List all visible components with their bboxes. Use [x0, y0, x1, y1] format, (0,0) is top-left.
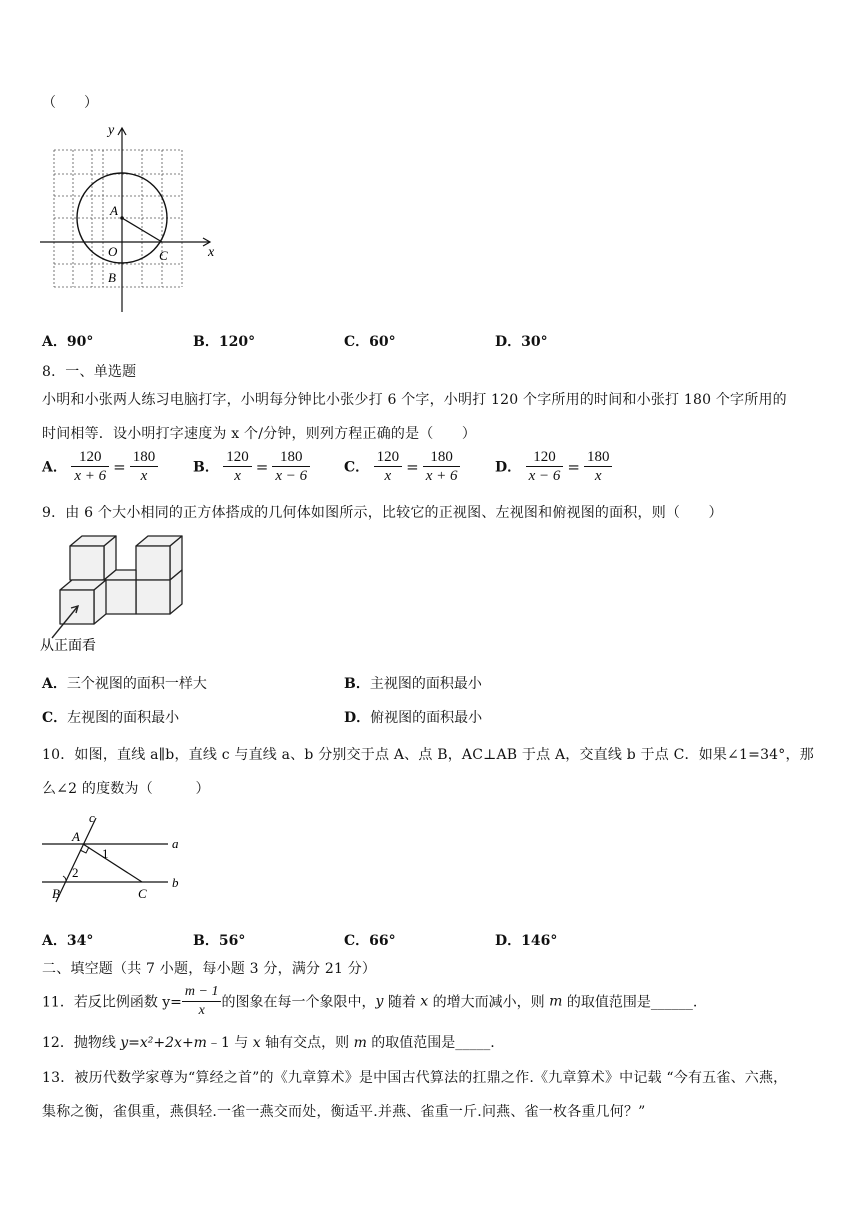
q8-option-a[interactable]: A． $\frac{120}{x + 6}$ = $\frac{180}{x}$	[42, 448, 158, 485]
q8-stem-line1: 小明和小张两人练习电脑打字，小明每分钟比小张少打 6 个字，小明打 120 个字所用的时间和小张打 180 个字所用的	[42, 392, 787, 408]
q7-point-a-label: A	[110, 203, 118, 218]
section2-heading: 二、填空题（共 7 小题，每小题 3 分，满分 21 分）	[42, 961, 377, 977]
q8-stem-line2: 时间相等．设小明打字速度为 x 个/分钟，则列方程正确的是（ ）	[42, 426, 477, 442]
q9-option-d[interactable]: D．俯视图的面积最小	[344, 710, 483, 726]
q10-option-d[interactable]: D．146°	[495, 933, 558, 949]
q10-option-a[interactable]: A．34°	[42, 933, 94, 949]
q10-point-a: A	[72, 829, 80, 844]
q13-stem-line1: 13．被历代数学家尊为“算经之首”的《九章算术》是中国古代算法的扛鼎之作.《九章算术》中记载 “今有五雀、六燕，	[42, 1070, 788, 1086]
q10-label-c: c	[89, 810, 95, 825]
q7-option-a[interactable]: A．90°	[42, 334, 94, 350]
q10-option-b[interactable]: B．56°	[193, 933, 246, 949]
q10-label-b: b	[172, 875, 179, 890]
q10-point-b: B	[52, 886, 60, 901]
q7-option-b[interactable]: B．120°	[193, 334, 256, 350]
q13-stem-line2: 集称之衡，雀俱重，燕俱轻.一雀一燕交而处，衡适平.并燕、雀重一斤.问燕、雀一枚各重几何？”	[42, 1104, 646, 1120]
q10-angle-1: 1	[102, 846, 109, 861]
q8-option-d[interactable]: D． $\frac{120}{x - 6}$ = $\frac{180}{x}$	[495, 448, 612, 485]
q10-angle-2: 2	[72, 865, 79, 880]
q9-option-b[interactable]: B．主视图的面积最小	[344, 676, 482, 692]
q7-point-o-label: O	[108, 244, 118, 259]
q8-heading: 8．一、单选题	[42, 364, 137, 380]
q8-option-b[interactable]: B． $\frac{120}{x}$ = $\frac{180}{x - 6}$	[193, 448, 310, 485]
q9-option-a[interactable]: A．三个视图的面积一样大	[42, 676, 207, 692]
q7-option-d[interactable]: D．30°	[495, 334, 548, 350]
q10-parallel-lines-figure	[38, 810, 198, 904]
q7-axis-x-label: x	[208, 245, 215, 260]
q12-stem: 12．抛物线 y=x²+2x+m﹣1 与 x 轴有交点，则 m 的取值范围是_____.	[42, 1035, 495, 1051]
q7-point-c-label: C	[159, 248, 168, 263]
q9-stem: 9．由 6 个大小相同的正方体搭成的几何体如图所示，比较它的正视图、左视图和俯视图的面积，则（ ）	[42, 505, 723, 521]
q9-cubes-figure	[38, 532, 190, 658]
q10-label-a: a	[172, 836, 179, 851]
q8-option-c[interactable]: C． $\frac{120}{x}$ = $\frac{180}{x + 6}$	[344, 448, 460, 485]
q7-option-c[interactable]: C．60°	[344, 334, 396, 350]
q10-point-c: C	[138, 886, 147, 901]
q9-option-c[interactable]: C．左视图的面积最小	[42, 710, 180, 726]
q7-bracket: （ ）	[42, 95, 98, 111]
q7-axis-y-label: y	[108, 123, 115, 138]
q9-figure-caption: 从正面看	[40, 638, 96, 654]
q7-circle-grid-figure	[38, 122, 223, 314]
q10-stem-line2: 么∠2 的度数为（ ）	[42, 781, 210, 797]
q7-point-b-label: B	[108, 270, 116, 285]
q10-option-c[interactable]: C．66°	[344, 933, 396, 949]
q10-stem-line1: 10．如图，直线 a∥b，直线 c 与直线 a、b 分别交于点 A、点 B，AC⊥AB 于点 A，交直线 b 于点 C．如果∠1=34°，那	[42, 747, 814, 763]
q11-stem: 11．若反比例函数 y= $\frac{m - 1}{x}$ 的图象在每一个象限中，y 随着 x 的增大而减小，则 m 的取值范围是______.	[42, 984, 698, 1018]
